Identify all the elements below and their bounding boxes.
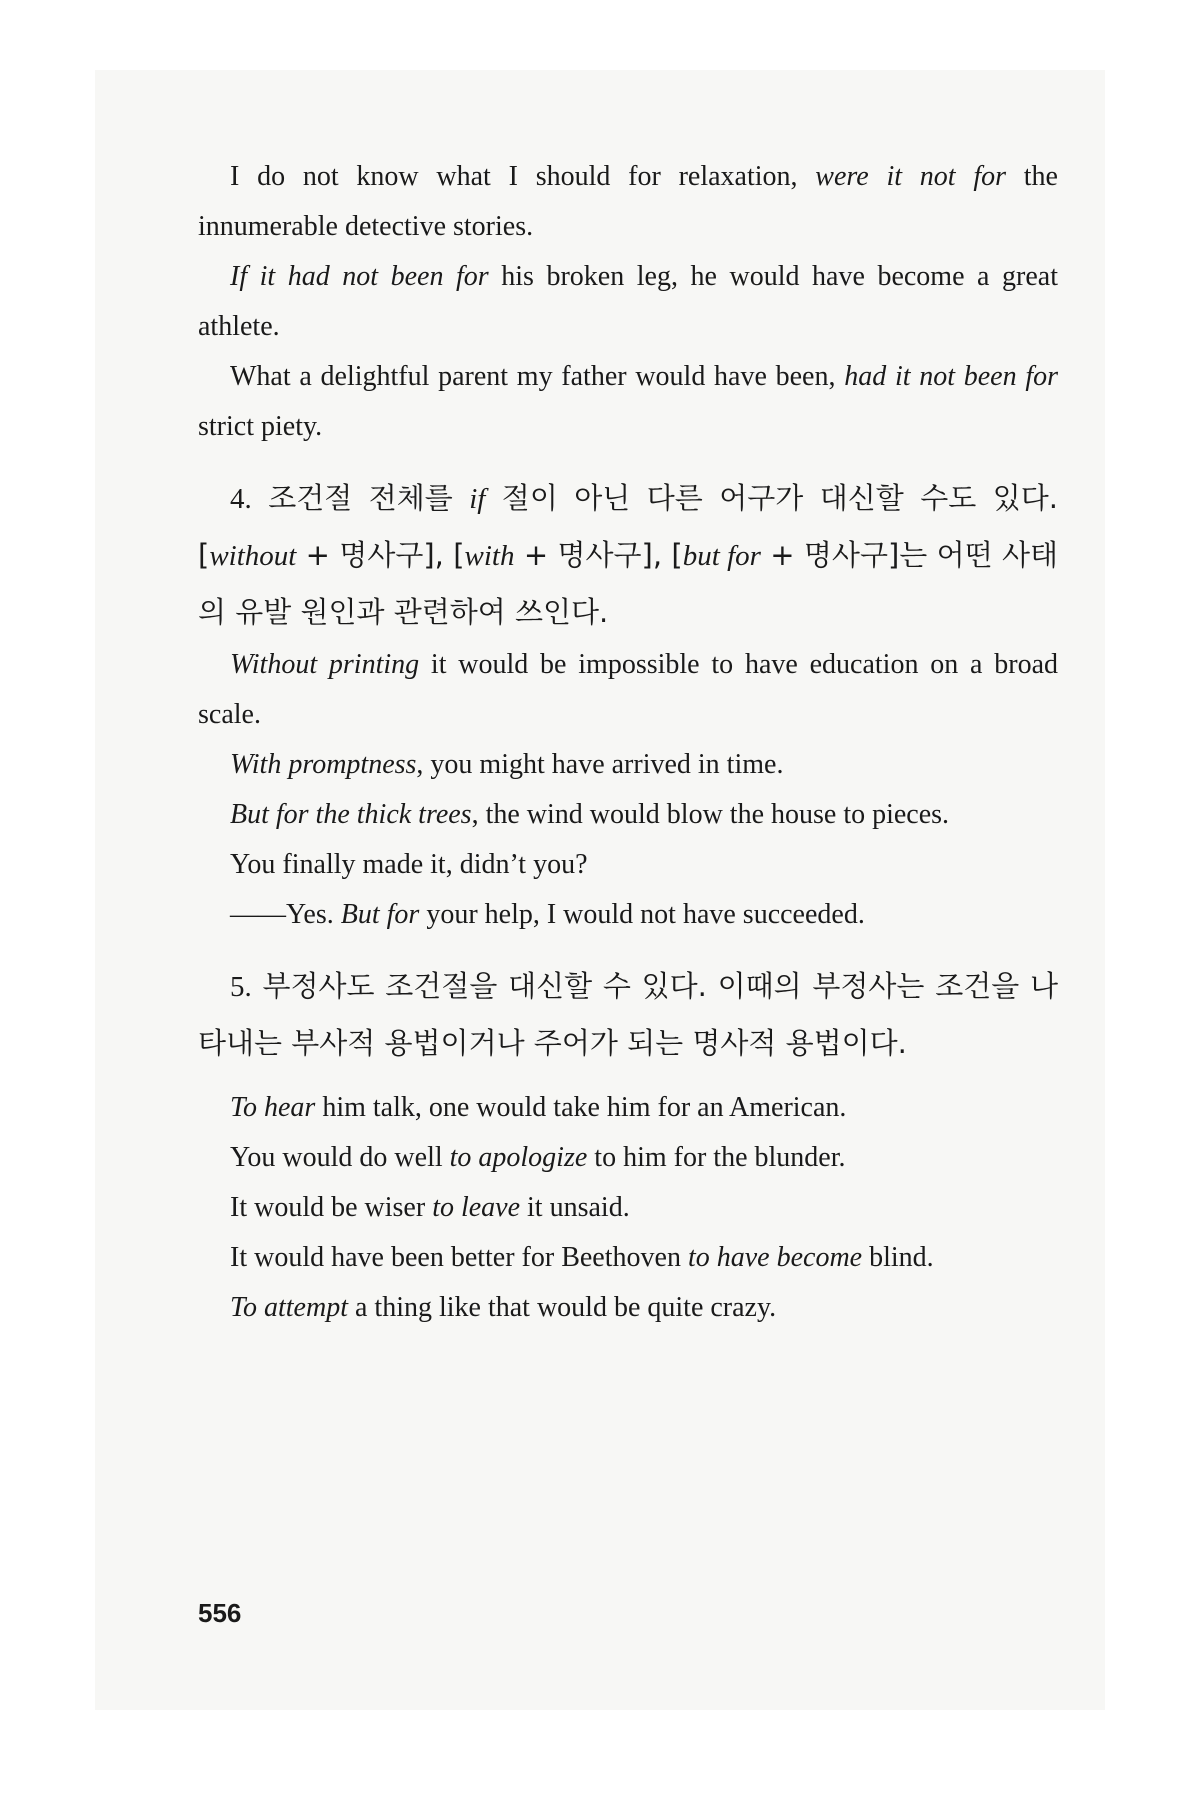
section-4-text: 4. 조건절 전체를 if 절이 아닌 다른 어구가 대신할 수도 있다. [without + 명사구], [with + 명사구], [but for + 명사구]는 어떤 사태의 유발 원인과 관련하여 쓰인다. <box>198 481 1059 629</box>
examples-block-2 <box>198 640 1058 940</box>
example-sentence: It would have been better for Beethoven to have become blind. <box>230 1242 934 1273</box>
example-sentence: To attempt a thing like that would be quite crazy. <box>230 1292 777 1323</box>
examples-block-3 <box>198 1083 1058 1333</box>
example-sentence: You finally made it, didn’t you? <box>230 849 588 880</box>
example-sentence: If it had not been for his broken leg, he would have become a great athlete. <box>198 261 1058 342</box>
example-sentence: ——Yes. But for your help, I would not have succeeded. <box>230 899 865 930</box>
section-4-heading <box>198 470 1058 640</box>
example-sentence: You would do well to apologize to him for the blunder. <box>230 1142 846 1173</box>
section-5-text: 5. 부정사도 조건절을 대신할 수 있다. 이때의 부정사는 조건을 나타내는 부사적 용법이거나 주어가 되는 명사적 용법이다. <box>198 969 1058 1060</box>
example-sentence: To hear him talk, one would take him for an American. <box>230 1092 847 1123</box>
example-sentence: But for the thick trees, the wind would blow the house to pieces. <box>230 799 950 830</box>
example-sentence: It would be wiser to leave it unsaid. <box>230 1192 630 1223</box>
example-sentence: What a delightful parent my father would have been, had it not been for strict piety. <box>198 361 1058 442</box>
page-number: 556 <box>198 1598 242 1628</box>
example-sentence: Without printing it would be impossible to have education on a broad scale. <box>198 649 1058 730</box>
example-sentence: I do not know what I should for relaxation, were it not for the innumerable detective stories. <box>198 161 1058 242</box>
section-5-heading <box>198 958 1058 1071</box>
example-sentence: With promptness, you might have arrived in time. <box>230 749 784 780</box>
examples-block-1 <box>198 152 1058 452</box>
